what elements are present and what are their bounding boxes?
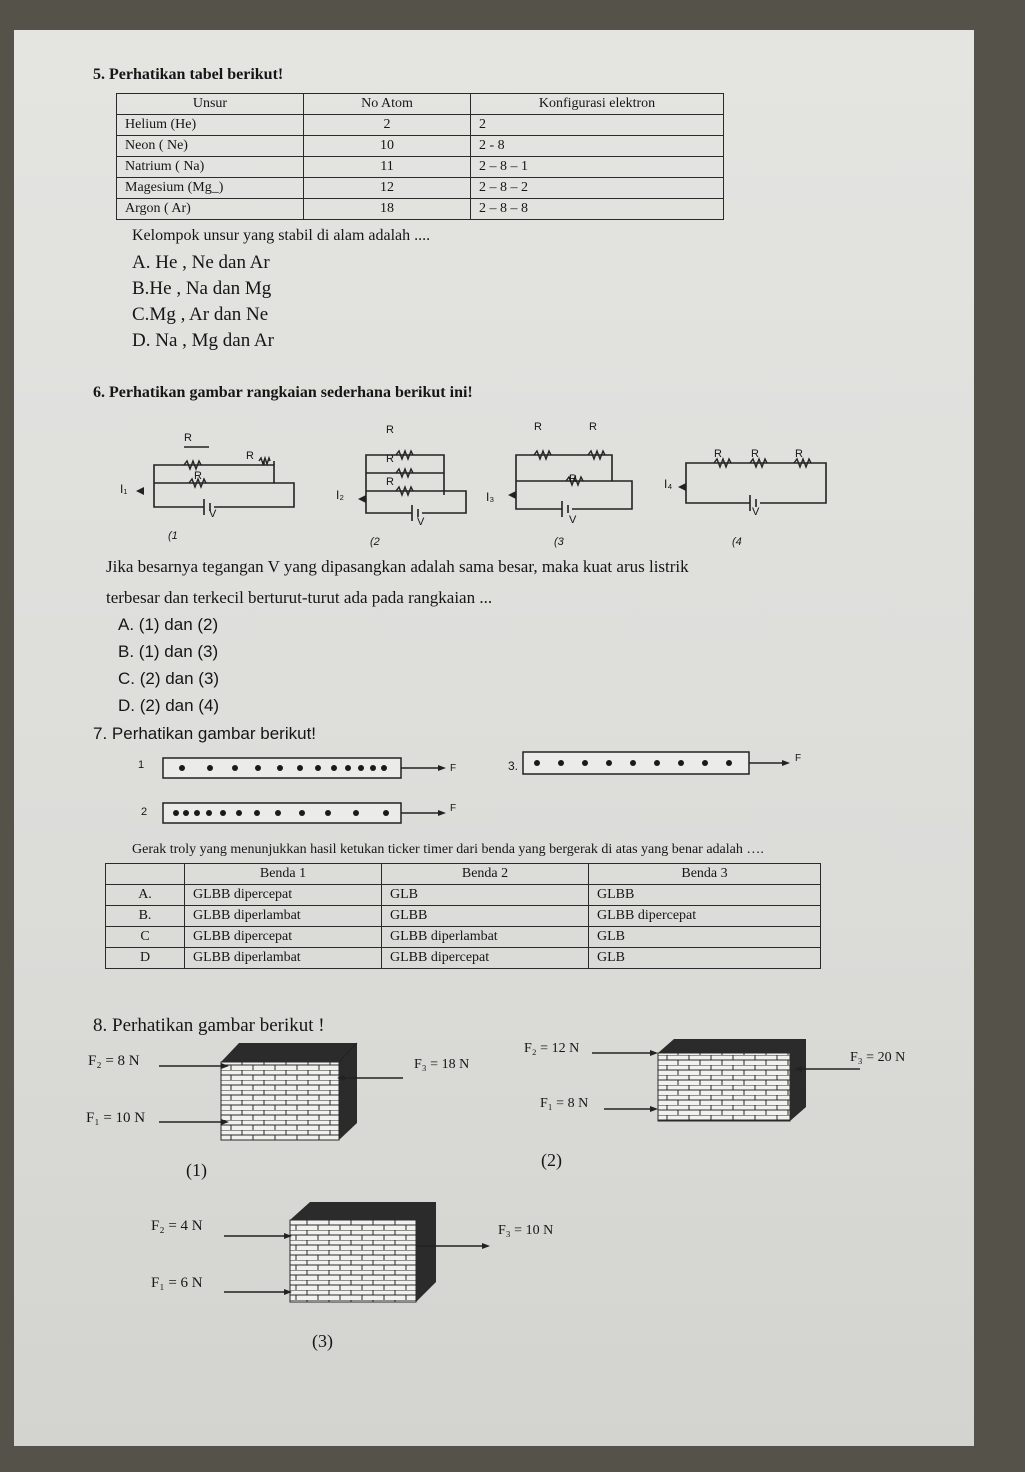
q5-table [116, 93, 724, 220]
resistor-label: R [184, 432, 192, 444]
force-f2-label: F₂ = 4 N [151, 1218, 203, 1234]
circuit-4 [664, 425, 834, 535]
circuit-2 [344, 425, 474, 535]
col-header [106, 864, 185, 885]
resistor-label: R [386, 476, 394, 488]
circuit-number: (2 [370, 536, 380, 548]
cell: GLBB [589, 885, 821, 906]
current-label-i3: I₃ [486, 490, 495, 504]
cell: A. [106, 885, 185, 906]
table-row [117, 199, 724, 220]
q6-option-c: C. (2) dan (3) [118, 669, 220, 688]
tape-label: 2 [141, 806, 148, 818]
figure-label: (2) [541, 1150, 562, 1170]
force-figure-1 [149, 1040, 389, 1150]
cell: GLB [589, 948, 821, 969]
col-header: Unsur [117, 94, 304, 115]
cell: 2 – 8 – 1 [471, 157, 724, 178]
q7-question: Gerak troly yang menunjukkan hasil ketukan ticker timer dari benda yang bergerak di atas yang benar adalah …. [132, 842, 764, 857]
cell: GLBB diperlambat [382, 927, 589, 948]
cell: 18 [304, 199, 471, 220]
q5-option-c: C.Mg , Ar dan Ne [132, 304, 269, 325]
circuit-number: (4 [732, 536, 742, 548]
voltage-label: V [209, 508, 217, 520]
force-f3-label: F₃ = 20 N [850, 1050, 906, 1065]
force-f2-label: F₂ = 8 N [88, 1053, 140, 1069]
resistor-label: R [795, 448, 803, 460]
table-row [106, 948, 821, 969]
q7-answer-table [105, 863, 821, 969]
cell: 2 [471, 115, 724, 136]
q6-option-b: B. (1) dan (3) [118, 642, 219, 661]
cell: GLBB diperlambat [185, 906, 382, 927]
voltage-label: V [752, 506, 760, 518]
resistor-label: R [751, 448, 759, 460]
force-f1-label: F₁ = 8 N [540, 1096, 589, 1111]
q5-option-a: A. He , Ne dan Ar [132, 252, 270, 273]
cell: 2 – 8 – 8 [471, 199, 724, 220]
resistor-label: R [194, 470, 202, 482]
q5-question: Kelompok unsur yang stabil di alam adalah .... [132, 227, 431, 244]
q7-title: 7. Perhatikan gambar berikut! [93, 724, 317, 743]
cell: Natrium ( Na) [117, 157, 304, 178]
ticker-tape-2 [162, 801, 462, 827]
force-f2-label: F₂ = 12 N [524, 1041, 580, 1056]
cell: 12 [304, 178, 471, 199]
current-label-i2: I₂ [336, 488, 344, 502]
voltage-label: V [569, 514, 577, 526]
table-row [106, 906, 821, 927]
q6-question-line1: Jika besarnya tegangan V yang dipasangkan adalah sama besar, maka kuat arus listrik [106, 557, 689, 576]
tape-label: 3. [508, 759, 519, 773]
table-row [117, 178, 724, 199]
cell: GLBB [382, 906, 589, 927]
force-label: F [450, 803, 457, 814]
cell: GLBB dipercepat [185, 885, 382, 906]
table-row [117, 136, 724, 157]
table-row [106, 885, 821, 906]
q6-option-a: A. (1) dan (2) [118, 615, 219, 634]
col-header: Benda 1 [185, 864, 382, 885]
resistor-label: R [386, 453, 394, 465]
cell: GLBB dipercepat [185, 927, 382, 948]
q5-option-b: B.He , Na dan Mg [132, 278, 272, 299]
resistor-label: R [714, 448, 722, 460]
q5-option-d: D. Na , Mg dan Ar [132, 330, 274, 351]
force-f1-label: F₁ = 6 N [151, 1275, 203, 1291]
cell: GLB [382, 885, 589, 906]
cell: 2 [304, 115, 471, 136]
figure-label: (3) [312, 1331, 333, 1351]
resistor-label: R [246, 450, 254, 462]
ticker-tape-3 [522, 750, 812, 778]
col-header: Benda 2 [382, 864, 589, 885]
tape-label: 1 [138, 759, 145, 771]
force-f3-label: F₃ = 18 N [414, 1057, 470, 1072]
force-f3-label: F₃ = 10 N [498, 1223, 554, 1238]
current-label-i4: I₄ [664, 477, 673, 491]
circuit-number: (3 [554, 536, 564, 548]
cell: 11 [304, 157, 471, 178]
col-header: Benda 3 [589, 864, 821, 885]
current-label-i1: I₁ [120, 482, 128, 496]
figure-label: (1) [186, 1160, 207, 1180]
table-row [117, 115, 724, 136]
cell: 2 - 8 [471, 136, 724, 157]
voltage-label: V [417, 516, 425, 528]
worksheet-page [14, 30, 974, 1446]
q8-title: 8. Perhatikan gambar berikut ! [93, 1015, 325, 1036]
force-f1-label: F₁ = 10 N [86, 1110, 146, 1126]
table-row [117, 157, 724, 178]
cell: D [106, 948, 185, 969]
table-header-row [106, 864, 821, 885]
force-label: F [795, 753, 802, 764]
col-header: No Atom [304, 94, 471, 115]
cell: Neon ( Ne) [117, 136, 304, 157]
resistor-label: R [534, 421, 542, 433]
cell: 10 [304, 136, 471, 157]
force-figure-3 [214, 1200, 514, 1310]
col-header: Konfigurasi elektron [471, 94, 724, 115]
cell: C [106, 927, 185, 948]
ticker-tape-1 [162, 756, 462, 782]
cell: B. [106, 906, 185, 927]
q6-title: 6. Perhatikan gambar rangkaian sederhana berikut ini! [93, 384, 473, 401]
cell: GLBB diperlambat [185, 948, 382, 969]
resistor-label: R [569, 473, 577, 485]
cell: 2 – 8 – 2 [471, 178, 724, 199]
resistor-label: R [589, 421, 597, 433]
table-header-row [117, 94, 724, 115]
q5-title: 5. Perhatikan tabel berikut! [93, 66, 284, 83]
force-label: F [450, 763, 457, 774]
cell: GLBB dipercepat [382, 948, 589, 969]
force-figure-2 [574, 1035, 894, 1135]
resistor-label: R [386, 424, 394, 436]
cell: Argon ( Ar) [117, 199, 304, 220]
q6-question-line2: terbesar dan terkecil berturut-turut ada pada rangkaian ... [106, 588, 493, 607]
cell: GLBB dipercepat [589, 906, 821, 927]
cell: Magesium (Mg_) [117, 178, 304, 199]
table-row [106, 927, 821, 948]
cell: Helium (He) [117, 115, 304, 136]
q6-option-d: D. (2) dan (4) [118, 696, 220, 715]
circuit-number: (1 [168, 530, 178, 542]
cell: GLB [589, 927, 821, 948]
